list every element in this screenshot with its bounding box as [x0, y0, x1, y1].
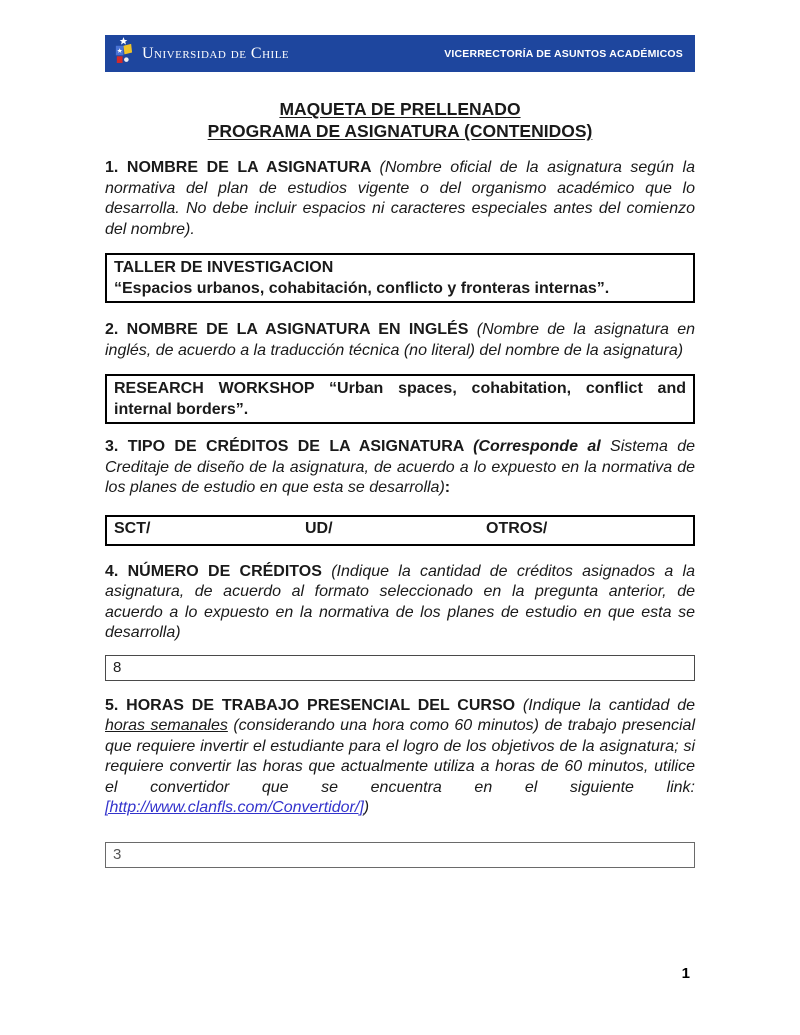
question-2-text [105, 320, 695, 361]
credit-option-sct: SCT/ [114, 519, 151, 537]
credit-option-otros: OTROS/ [486, 519, 548, 537]
document-title-line2: PROGRAMA DE ASIGNATURA (CONTENIDOS) [207, 121, 593, 141]
header-banner [105, 35, 695, 72]
question-3-heading: 3. TIPO DE CRÉDITOS DE LA ASIGNATURA [105, 438, 474, 455]
course-name-line1: TALLER DE INVESTIGACION [114, 259, 334, 276]
question-5-underlined-phrase: horas semanales [105, 717, 228, 734]
document-title [105, 98, 695, 142]
question-4-description: (Indique la cantidad de créditos asignados a la asignatura, de acuerdo al formato seleccionado en la pregunta anterior, de acuerdo a lo expuesto en la normativa de los planes de estudio en que esta se desarrolla) [105, 562, 696, 641]
question-2-description: (Nombre de la asignatura en inglés, de acuerdo a la traducción técnica (no literal) del nombre de la asignatura) [105, 321, 696, 359]
university-crest-icon [113, 37, 134, 71]
question-1-description: (Nombre oficial de la asignatura según la normativa del plan de estudios vigente o del organismo académico que lo desarrolla. No debe incluir espacios ni caracteres especiales antes del comienzo del nombre). [105, 159, 696, 238]
question-5-heading: 5. HORAS DE TRABAJO PRESENCIAL DEL CURSO [105, 696, 523, 714]
answer-box-credit-type [105, 515, 695, 546]
question-5-description-b: (considerando una hora como 60 minutos) de trabajo presencial que requiere invertir el estudiante para el logro de los objetivos de la asignatura; si requiere convertir las horas que actualmente utiliza a horas de 60 minutos, utilice el convertidor que se encuentra en el siguiente link: [105, 717, 696, 796]
answer-box-weekly-hours [105, 842, 695, 868]
question-5-description-a: (Indique la cantidad de [522, 696, 695, 714]
convertidor-link[interactable]: [http://www.clanfls.com/Convertidor/] [105, 799, 364, 816]
question-5-description-c: ) [363, 799, 370, 816]
answer-box-course-name [105, 253, 695, 303]
course-name-line2: “Espacios urbanos, cohabitación, conflicto y fronteras internas”. [114, 280, 610, 297]
question-3-text [105, 437, 695, 499]
weekly-hours-value: 3 [113, 845, 122, 863]
header-department: VICERRECTORÍA DE ASUNTOS ACADÉMICOS [444, 47, 683, 60]
university-name: Universidad de Chile [142, 44, 290, 62]
question-1-heading: 1. NOMBRE DE LA ASIGNATURA [105, 159, 380, 176]
question-3-description-lead: (Corresponde al [473, 438, 611, 455]
question-5-text [105, 696, 695, 819]
question-4-heading: 4. NÚMERO DE CRÉDITOS [105, 562, 332, 580]
english-name-text: RESEARCH WORKSHOP “Urban spaces, cohabitation, conflict and internal borders”. [114, 380, 686, 418]
answer-box-english-name [105, 374, 695, 424]
question-2-heading: 2. NOMBRE DE LA ASIGNATURA EN INGLÉS [105, 321, 477, 338]
answer-box-credit-count [105, 655, 695, 681]
document-title-line1: MAQUETA DE PRELLENADO [279, 99, 521, 119]
question-1-text [105, 158, 695, 240]
credit-count-value: 8 [113, 658, 122, 676]
question-4-text [105, 562, 695, 644]
question-3-colon: : [444, 479, 451, 496]
question-3-description: Sistema de Creditaje de diseño de la asignatura, de acuerdo a lo expuesto en la normativa de los planes de estudio en que esta se desarrolla) [105, 438, 696, 496]
university-brand [113, 37, 289, 71]
page-number: 1 [681, 965, 690, 982]
credit-option-ud: UD/ [305, 519, 333, 537]
